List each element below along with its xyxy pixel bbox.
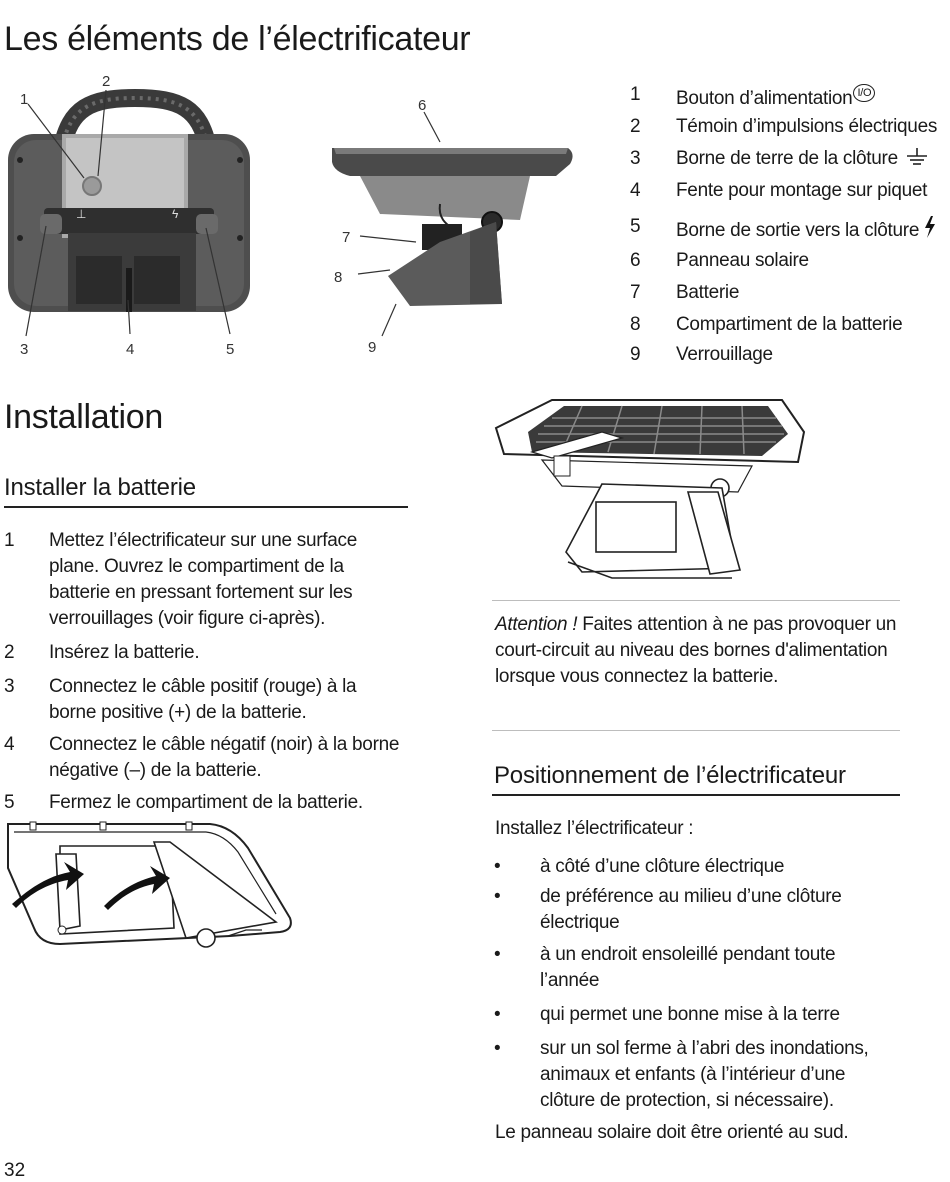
bullet-item: • à un endroit ensoleillé pendant toute l’année [494, 944, 836, 991]
callout-8: 8 [334, 269, 343, 286]
callout-7: 7 [342, 229, 351, 246]
positioning-intro: Installez l’électrificateur : [495, 818, 694, 839]
callout-5: 5 [226, 341, 235, 358]
open-compartment-figure [0, 818, 300, 958]
callout-2: 2 [102, 73, 111, 90]
heading-elements: Les éléments de l’électrificateur [4, 20, 471, 58]
bullet-item: • de préférence au milieu d’une clôture électrique [494, 886, 842, 933]
step-5: 5 Fermez le compartiment de la batterie. [4, 792, 363, 813]
solar-orientation-note: Le panneau solaire doit être orienté au sud. [495, 1122, 849, 1143]
side-view-figure [320, 92, 580, 360]
bullet-item: • sur un sol ferme à l’abri des inondations, animaux et enfants (à l’intérieur d’une clôture de protection, si nécessaire). [494, 1038, 869, 1111]
power-button-icon: I/O [853, 84, 875, 102]
warning-top-rule [492, 600, 900, 601]
positioning-heading-rule [492, 794, 900, 796]
step-3: 3 Connectez le câble positif (rouge) à la borne positive (+) de la batterie. [4, 676, 357, 723]
page-number: 32 [4, 1160, 26, 1181]
ground-symbol-icon [906, 148, 928, 166]
callout-6: 6 [418, 97, 427, 114]
battery-heading-rule [4, 506, 408, 508]
heading-installation: Installation [4, 398, 163, 436]
front-view-figure [0, 68, 265, 358]
warning-text: Attention ! Faites attention à ne pas provoquer un court-circuit au niveau des bornes d'alimentation lorsque vous connectez la batterie. [495, 614, 897, 687]
warning-label: Attention ! [495, 614, 578, 635]
solar-unit-figure [492, 392, 812, 592]
bullet-item: • qui permet une bonne mise à la terre [494, 1004, 840, 1025]
svg-text:ϟ: ϟ [172, 207, 179, 221]
callout-4: 4 [126, 341, 135, 358]
lightning-bolt-icon [924, 216, 936, 238]
heading-install-battery: Installer la batterie [4, 474, 196, 501]
callout-3: 3 [20, 341, 29, 358]
callout-9: 9 [368, 339, 377, 356]
callout-1: 1 [20, 91, 29, 108]
step-1: 1 Mettez l’électrificateur sur une surface plane. Ouvrez le compartiment de la batterie en pressant fortement sur les verrouillages (voir figure ci-après). [4, 530, 357, 629]
warning-bottom-rule [492, 730, 900, 731]
svg-text:⊥: ⊥ [76, 207, 87, 221]
bullet-item: • à côté d’une clôture électrique [494, 856, 785, 877]
step-4: 4 Connectez le câble négatif (noir) à la borne négative (–) de la batterie. [4, 734, 400, 781]
heading-positioning: Positionnement de l’électrificateur [494, 762, 846, 789]
step-2: 2 Insérez la batterie. [4, 642, 200, 663]
